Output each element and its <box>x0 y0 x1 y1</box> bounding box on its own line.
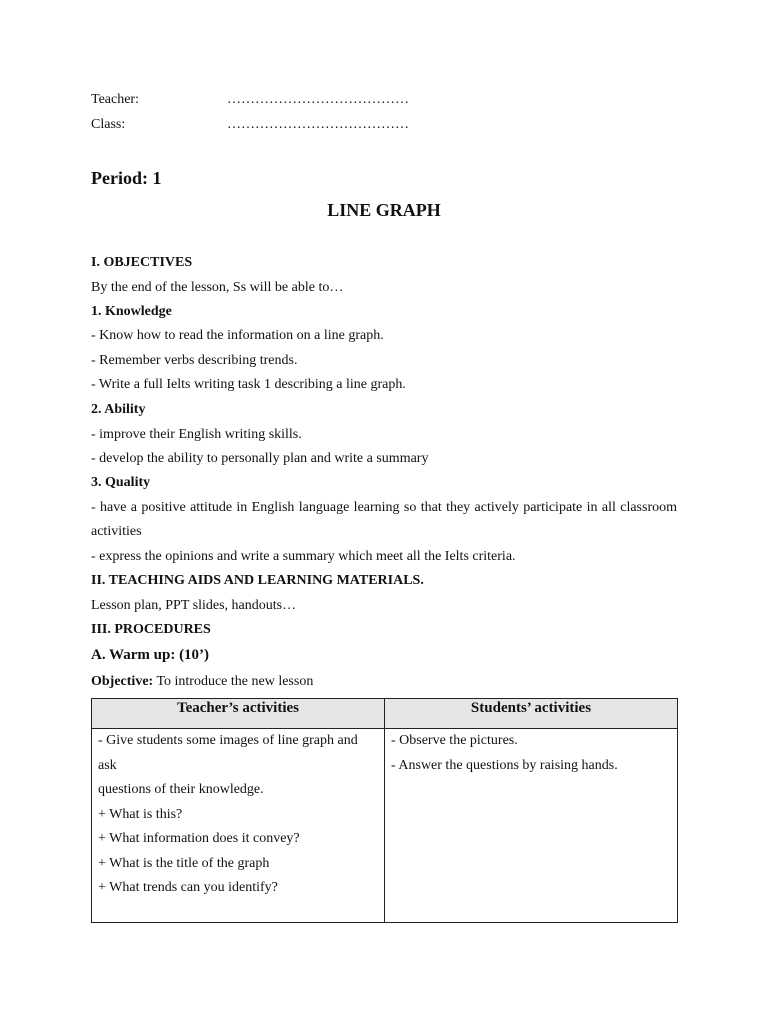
teacher-activity-line: questions of their knowledge. <box>98 782 264 797</box>
knowledge-item: - Write a full Ielts writing task 1 describing a line graph. <box>91 377 406 392</box>
students-activities-header: Students’ activities <box>385 699 678 729</box>
students-activities-cell <box>385 729 678 923</box>
procedures-heading: III. PROCEDURES <box>91 622 211 637</box>
warmup-heading: A. Warm up: (10’) <box>91 647 210 663</box>
table-row <box>92 729 678 923</box>
teacher-activity-line: + What information does it convey? <box>98 831 300 846</box>
teacher-activity-line: + What is this? <box>98 806 183 822</box>
period-heading: Period: 1 <box>91 168 162 188</box>
class-value: ………………………………… <box>227 117 409 132</box>
teacher-activity-line: + What trends can you identify? <box>98 880 278 895</box>
objective-label: Objective: <box>91 674 154 689</box>
teacher-activity-line: - Give students some images of line graph and ask <box>98 733 358 773</box>
ability-item: - improve their English writing skills. <box>91 427 302 442</box>
teaching-aids-heading: II. TEACHING AIDS AND LEARNING MATERIALS. <box>91 573 424 588</box>
knowledge-item: - Know how to read the information on a line graph. <box>91 328 384 343</box>
activities-table <box>91 698 678 923</box>
quality-item: - express the opinions and write a summary which meet all the Ielts criteria. <box>91 549 516 564</box>
student-activity-line: - Observe the pictures. <box>391 733 518 748</box>
knowledge-heading: 1. Knowledge <box>91 304 172 319</box>
teacher-activities-cell <box>92 729 385 923</box>
student-activity-line: - Answer the questions by raising hands. <box>391 757 618 773</box>
class-label: Class: <box>91 117 126 132</box>
objective-text: To introduce the new lesson <box>153 674 314 689</box>
ability-item: - develop the ability to personally plan and write a summary <box>91 451 429 466</box>
table-header-row <box>92 699 678 729</box>
objective-line <box>91 674 313 690</box>
quality-heading: 3. Quality <box>91 475 151 490</box>
teacher-label: Teacher: <box>91 92 139 107</box>
objectives-heading: I. OBJECTIVES <box>91 255 193 270</box>
teacher-activity-line: + What is the title of the graph <box>98 855 270 871</box>
ability-heading: 2. Ability <box>91 402 146 417</box>
knowledge-item: - Remember verbs describing trends. <box>91 353 298 368</box>
teacher-activities-header: Teacher’s activities <box>92 699 385 729</box>
quality-item-line: - have a positive attitude in English language learning so that they actively participate in all classroom <box>91 500 677 515</box>
teaching-aids-text: Lesson plan, PPT slides, handouts… <box>91 598 297 613</box>
teacher-value: ………………………………… <box>227 92 409 107</box>
objectives-intro: By the end of the lesson, Ss will be able to… <box>91 280 344 295</box>
document-title: LINE GRAPH <box>327 200 441 220</box>
quality-item-line: activities <box>91 524 142 539</box>
